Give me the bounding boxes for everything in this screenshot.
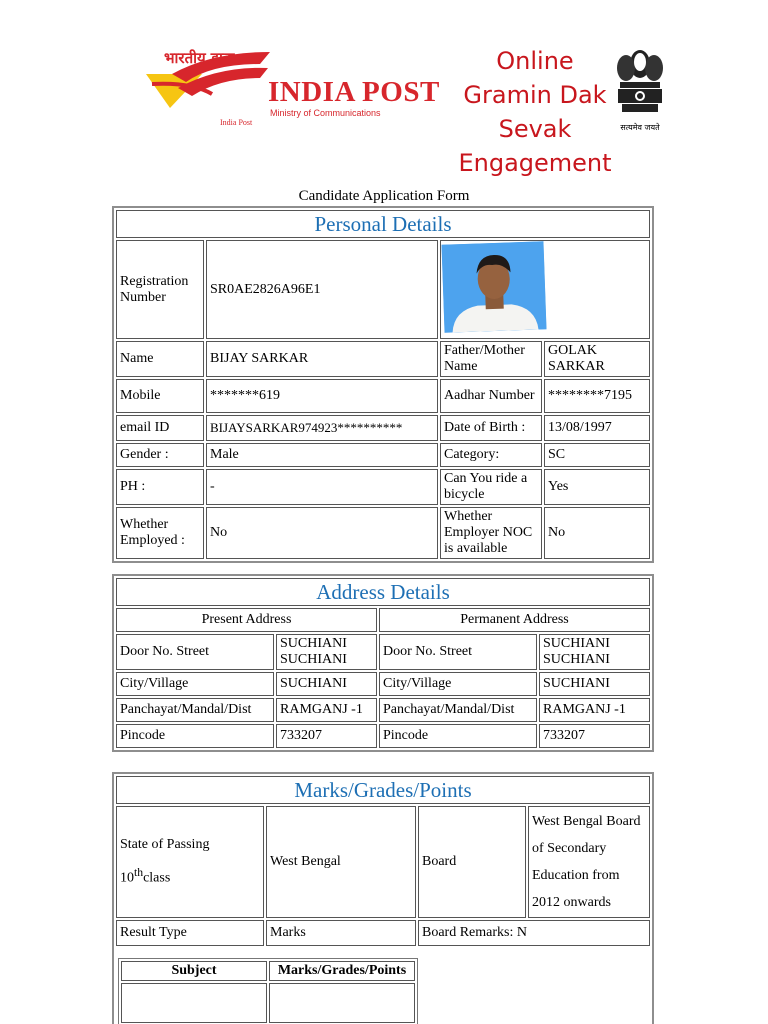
national-emblem: [612, 42, 668, 134]
marks-table: [114, 774, 652, 948]
mobile-number: *******619: [206, 379, 438, 413]
present-street: SUCHIANI SUCHIANI: [276, 634, 377, 670]
field-label: Name: [116, 341, 204, 377]
field-label: Result Type: [116, 920, 264, 946]
field-label: Panchayat/Mandal/Dist: [379, 698, 537, 722]
title-line: Sevak: [498, 115, 572, 143]
title-line: Engagement: [458, 149, 612, 177]
board-value: West Bengal Board of Secondary Education from 2012 onwards: [528, 806, 650, 918]
page-title: [450, 44, 620, 180]
permanent-street: SUCHIANI SUCHIANI: [539, 634, 650, 670]
field-label: Gender :: [116, 443, 204, 467]
section-title: Personal Details: [116, 210, 650, 238]
photo-cell: [440, 240, 650, 339]
field-label: Date of Birth :: [440, 415, 542, 441]
personal-details-section: [112, 206, 654, 563]
address-details-section: [112, 574, 654, 752]
registration-number: SR0AE2826A96E1: [206, 240, 438, 339]
logo-ministry: Ministry of Communications: [270, 108, 381, 118]
bicycle-answer: Yes: [544, 469, 650, 505]
field-label: Mobile: [116, 379, 204, 413]
candidate-name: BIJAY SARKAR: [206, 341, 438, 377]
field-label: PH :: [116, 469, 204, 505]
field-label: Father/Mother Name: [440, 341, 542, 377]
field-label: Board: [418, 806, 526, 918]
field-label: City/Village: [116, 672, 274, 696]
page-header: [0, 0, 768, 188]
candidate-photo-image: [441, 241, 546, 333]
title-line: Online: [496, 47, 574, 75]
category: SC: [544, 443, 650, 467]
logo-hindi-text: भारतीय डाक: [164, 49, 235, 67]
subjects-table-wrapper: [118, 958, 418, 1024]
permanent-panchayat: RAMGANJ -1: [539, 698, 650, 722]
personal-details-table: [114, 208, 652, 561]
field-label: Whether Employed :: [116, 507, 204, 559]
field-label: Can You ride a bicycle: [440, 469, 542, 505]
logo-title: INDIA POST: [268, 76, 440, 108]
date-of-birth: 13/08/1997: [544, 415, 650, 441]
present-panchayat: RAMGANJ -1: [276, 698, 377, 722]
subject-cell: [121, 983, 267, 1023]
field-label: Registration Number: [116, 240, 204, 339]
field-label: Category:: [440, 443, 542, 467]
marks-header: Marks/Grades/Points: [269, 961, 415, 981]
subjects-table: [119, 959, 417, 1024]
address-details-table: [114, 576, 652, 750]
field-label: State of Passing: [120, 837, 210, 853]
field-label: Door No. Street: [116, 634, 274, 670]
lion-capital-icon: [612, 42, 668, 122]
marks-cell: [269, 983, 415, 1023]
permanent-city: SUCHIANI: [539, 672, 650, 696]
present-pincode: 733207: [276, 724, 377, 748]
logo-small-text: India Post: [220, 118, 253, 127]
field-label: Pincode: [116, 724, 274, 748]
field-label: Pincode: [379, 724, 537, 748]
emblem-caption: सत्यमेव जयते: [620, 123, 660, 132]
state-value: West Bengal: [266, 806, 416, 918]
permanent-pincode: 733207: [539, 724, 650, 748]
parent-name: GOLAK SARKAR: [544, 341, 650, 377]
candidate-photo: [441, 241, 546, 333]
form-caption: Candidate Application Form: [298, 188, 470, 204]
field-label: Whether Employer NOC is available: [440, 507, 542, 559]
marks-section: [112, 772, 654, 1024]
class-word: class: [143, 870, 171, 886]
section-title: Marks/Grades/Points: [116, 776, 650, 804]
class-suffix: th: [134, 866, 144, 880]
result-type-value: Marks: [266, 920, 416, 946]
permanent-address-header: Permanent Address: [379, 608, 650, 632]
aadhar-number: ********7195: [544, 379, 650, 413]
noc-answer: No: [544, 507, 650, 559]
email-id: BIJAYSARKAR974923**********: [206, 415, 438, 441]
field-label: Door No. Street: [379, 634, 537, 670]
gender: Male: [206, 443, 438, 467]
section-title: Address Details: [116, 578, 650, 606]
field-label: email ID: [116, 415, 204, 441]
ph-status: -: [206, 469, 438, 505]
class-number: 10: [120, 870, 134, 886]
board-remarks: Board Remarks: N: [418, 920, 650, 946]
title-line: Gramin Dak: [463, 81, 607, 109]
state-of-passing-label: [116, 806, 264, 918]
field-label: City/Village: [379, 672, 537, 696]
present-address-header: Present Address: [116, 608, 377, 632]
field-label: Aadhar Number: [440, 379, 542, 413]
subject-header: Subject: [121, 961, 267, 981]
india-post-logo: [142, 44, 472, 134]
field-label: Panchayat/Mandal/Dist: [116, 698, 274, 722]
present-city: SUCHIANI: [276, 672, 377, 696]
employed-answer: No: [206, 507, 438, 559]
